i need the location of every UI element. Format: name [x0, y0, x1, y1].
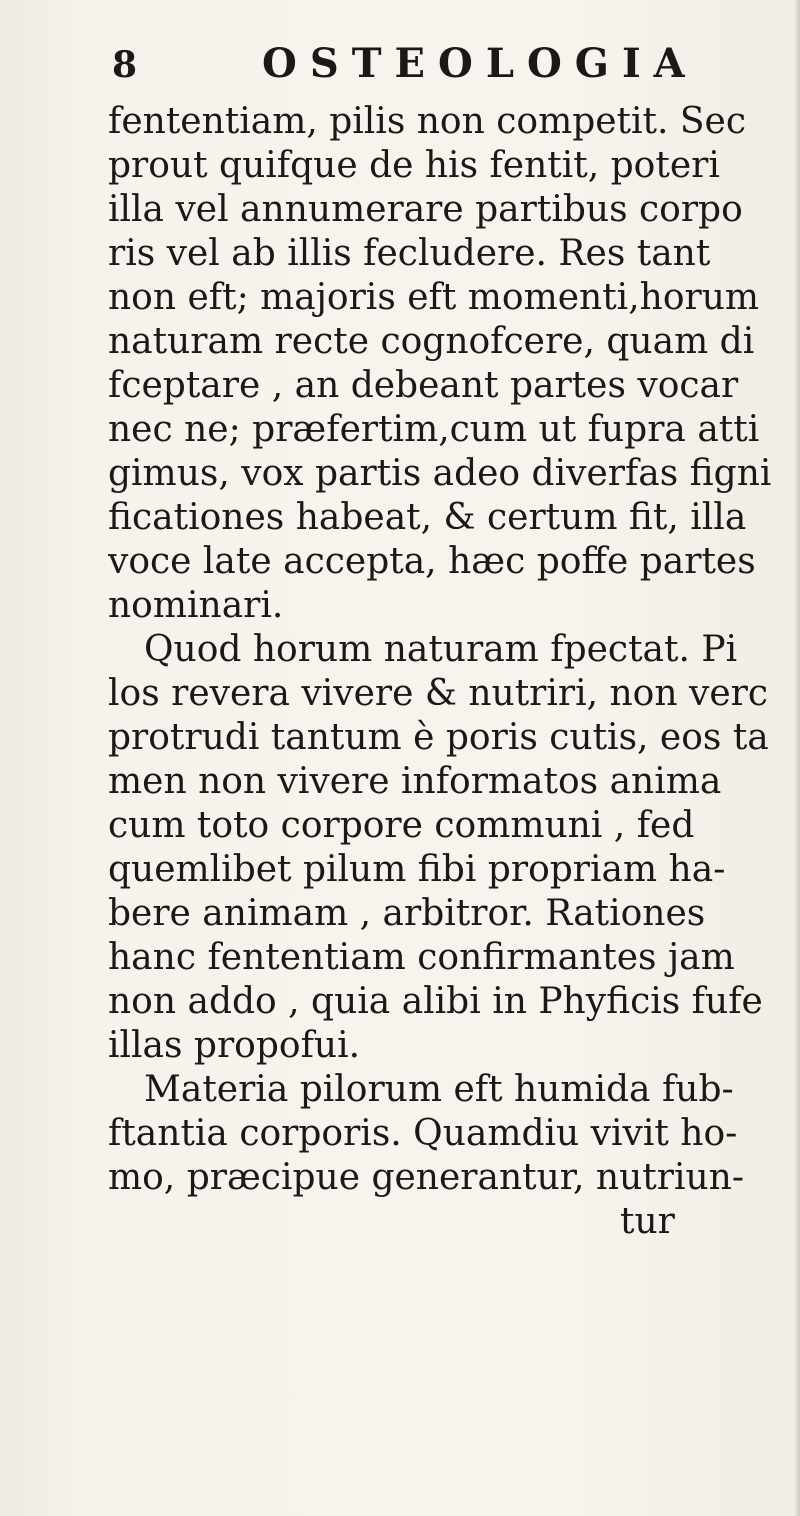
text-line: non eft; majoris eft momenti,horum	[108, 277, 760, 318]
text-line: hanc fententiam confirmantes jam	[108, 937, 735, 978]
text-line: ris vel ab illis fecludere. Res tant	[108, 233, 711, 274]
text-line: men non vivere informatos anima	[108, 761, 722, 802]
paragraph-start-line: Quod horum naturam fpectat. Pi	[144, 629, 738, 670]
text-line: bere animam , arbitror. Rationes	[108, 893, 706, 934]
text-line: cum toto corpore communi , fed	[108, 805, 695, 846]
page-edge-shadow	[794, 0, 800, 1516]
text-line: protrudi tantum è poris cutis, eos ta	[108, 717, 769, 758]
text-line: prout quifque de his fentit, poteri	[108, 145, 720, 186]
text-line: los revera vivere & nutriri, non verc	[108, 673, 768, 714]
catchword-line: tur	[620, 1201, 675, 1242]
text-line: gimus, vox partis adeo diverfas figni	[108, 453, 772, 494]
text-line: illas propofui.	[108, 1025, 361, 1066]
page-header	[112, 40, 712, 100]
text-line: mo, præcipue generantur, nutriun-	[108, 1157, 745, 1198]
running-title: OSTEOLOGIA	[262, 40, 698, 87]
text-line: quemlibet pilum fibi propriam ha-	[108, 849, 726, 890]
text-line: fceptare , an debeant partes vocar	[108, 365, 739, 406]
body-text	[108, 100, 798, 1244]
text-line: ftantia corporis. Quamdiu vivit ho-	[108, 1113, 738, 1154]
text-line: ficationes habeat, & certum fit, illa	[108, 497, 747, 538]
text-line: illa vel annumerare partibus corpo	[108, 189, 743, 230]
text-line: naturam recte cognofcere, quam di	[108, 321, 755, 362]
text-line: nec ne; præfertim,cum ut fupra atti	[108, 409, 760, 450]
text-line: voce late accepta, hæc poffe partes	[108, 541, 756, 582]
page-number: 8	[112, 44, 138, 86]
text-line: non addo , quia alibi in Phyficis fufe	[108, 981, 763, 1022]
text-line: nominari.	[108, 585, 284, 626]
paragraph-start-line: Materia pilorum eft humida fub-	[144, 1069, 734, 1110]
text-line: fententiam, pilis non competit. Sec	[108, 101, 747, 142]
